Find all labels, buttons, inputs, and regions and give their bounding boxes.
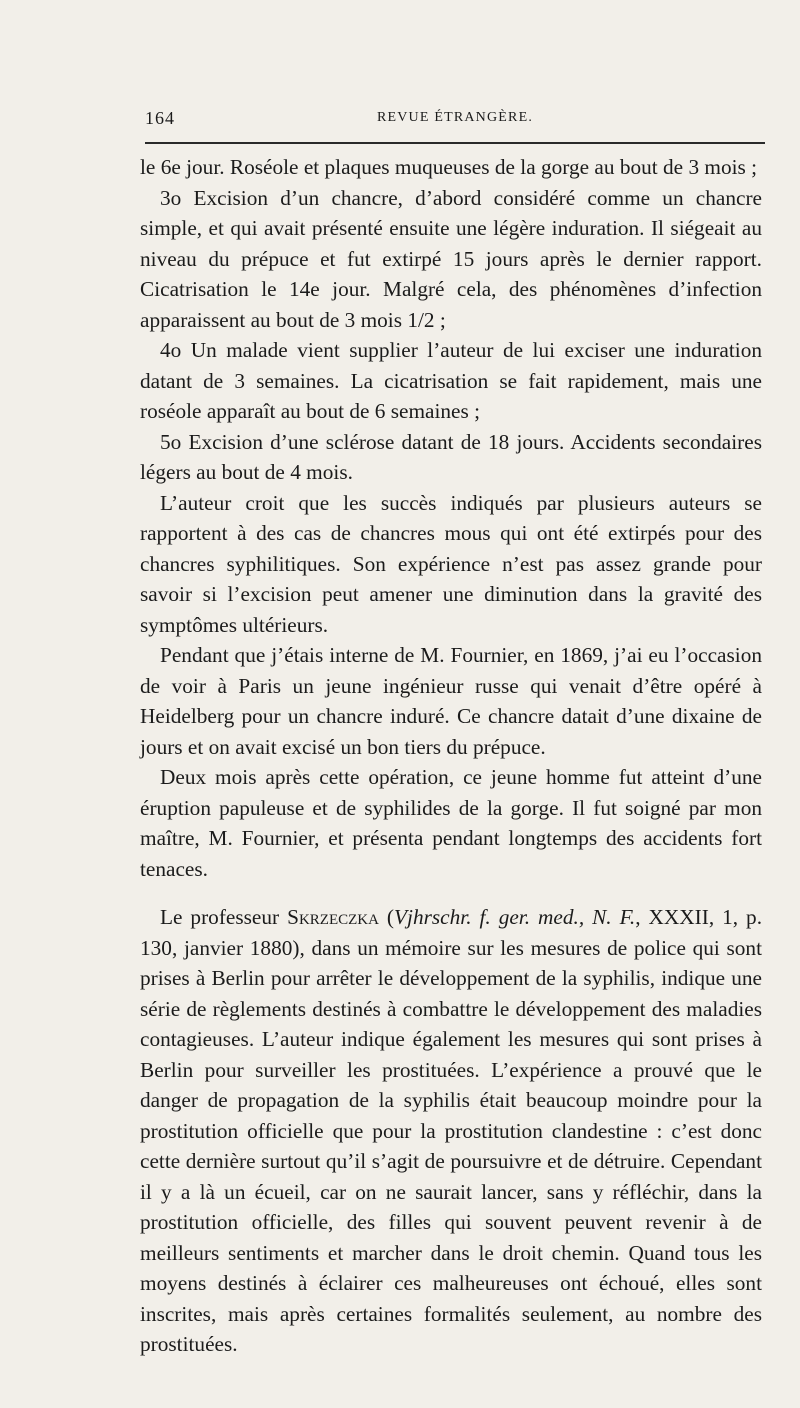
paragraph-4: 5o Excision d’une sclérose datant de 18 jours. Accidents secondaires légers au bout de 4 mois. [140,429,762,484]
page-number: 164 [145,108,175,128]
paragraph-1: le 6e jour. Roséole et plaques muqueuses de la gorge au bout de 3 mois ; [140,155,758,179]
paragraph-6: Pendant que j’étais interne de M. Fournier, en 1869, j’ai eu l’occasion de voir à Paris un jeune ingénieur russe qui venait d’être opéré à Heidelberg pour un chancre induré. Ce chancre datait d’une dixaine de jours et on avait excisé un bon tiers du prépuce. [140,643,762,759]
open-paren: ( [378,905,395,929]
running-title: REVUE ÉTRANGÈRE. [376,110,534,125]
body-text [140,152,762,1360]
paragraph-7: Deux mois après cette opération, ce jeune homme fut atteint d’une éruption papuleuse et de syphilides de la gorge. Il fut soigné par mon maître, M. Fournier, et présenta pendant longtemps des accidents fort tenaces. [140,765,762,881]
paragraph-8 [140,902,762,1360]
paragraph-3: 4o Un malade vient supplier l’auteur de lui exciser une induration datant de 3 semaines. La cicatrisation se fait rapidement, mais une roséole apparaît au bout de 6 semaines ; [140,338,762,423]
paragraph-8-lead: Le professeur [160,905,288,929]
paragraph-2: 3o Excision d’un chancre, d’abord considéré comme un chancre simple, et qui avait présenté ensuite une légère induration. Il siégeait au niveau du prépuce et fut extirpé 15 jours après le dernier rapport. Cicatrisation le 14e jour. Malgré cela, des phénomènes d’infection apparaissent au bout de 3 mois 1/2 ; [140,185,762,332]
paragraph-8-rest: , XXXII, 1, p. 130, janvier 1880), dans un mémoire sur les mesures de police qui sont prises à Berlin pour arrêter le développement de la syphilis, indique une série de règlements destinés à combattre le développement des maladies contagieuses. L’auteur indique également les mesures qui sont prises à Berlin pour surveiller les prostituées. L’expérience a prouvé que le danger de propagation de la syphilis était beaucoup moindre pour la prostitution officielle que pour la prostitution clandestine : c’est donc cette dernière surtout qu’il s’agit de poursuivre et de détruire. Cependant il y a là un écueil, car on ne saurait lancer, sans y réfléchir, dans la prostitution officielle, des filles qui souvent peuvent revenir à de meilleurs sentiments et marcher dans le droit chemin. Quand tous les moyens destinés à éclairer ces malheureuses ont échoué, elles sont inscrites, mais après certaines formalités seulement, au nombre des prostituées. [140,905,763,1356]
paragraph-5: L’auteur croit que les succès indiqués par plusieurs auteurs se rapportent à des cas de chancres mous qui ont été extirpés pour des chancres syphilitiques. Son expérience n’est pas assez grande pour savoir si l’excision peut amener une diminution dans la gravité des symptômes ultérieurs. [140,490,762,637]
journal-citation: Vjhrschr. f. ger. med., N. F. [394,905,636,929]
page-header [145,108,765,134]
header-rule [145,142,765,144]
author-name: Skrzeczka [287,905,379,929]
